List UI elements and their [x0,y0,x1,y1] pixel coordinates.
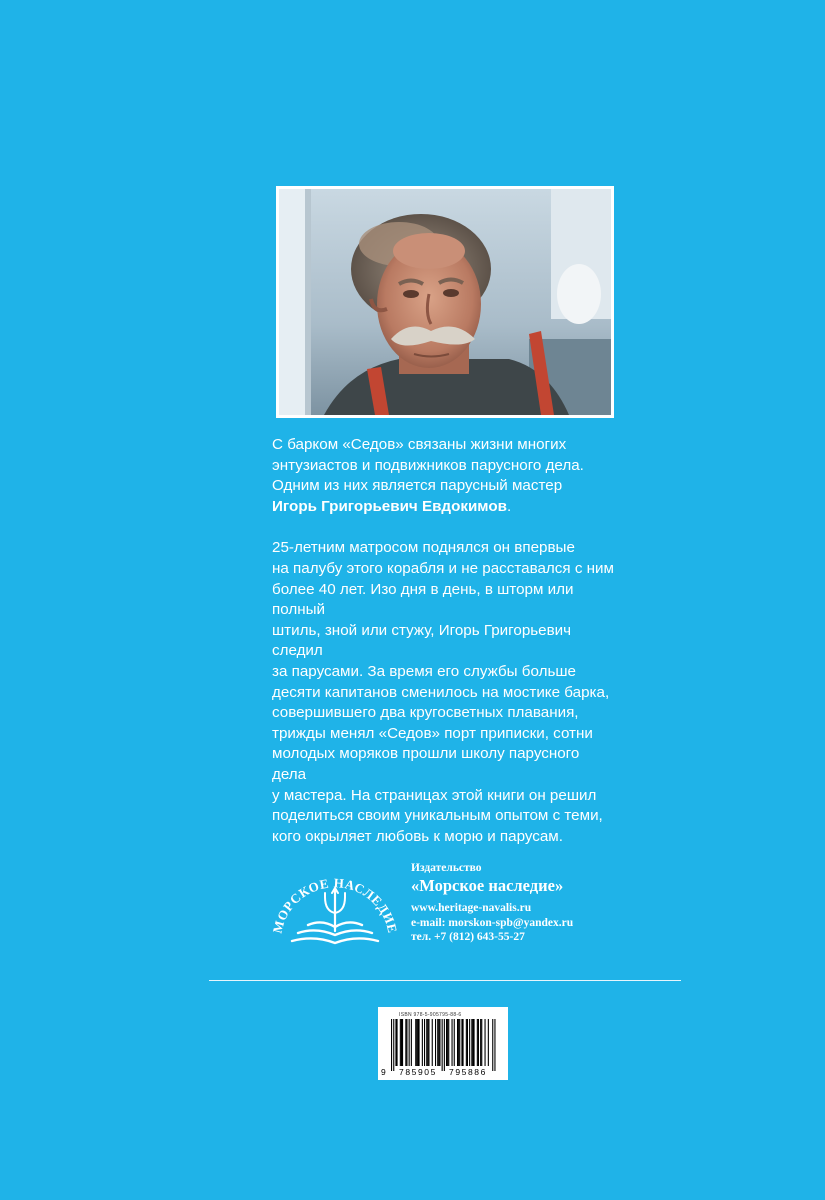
logo-arc-text: МОРСКОЕ НАСЛЕДИЕ [269,875,401,935]
barcode-bar [406,1019,407,1066]
barcode-bar [411,1019,412,1066]
barcode-bar [466,1019,467,1066]
barcode-digit-group-1: 785905 [399,1067,437,1077]
barcode-bar [435,1019,436,1066]
barcode-bar [488,1019,489,1066]
blurb-line: на палубу этого корабля и не расставался с ним [272,559,614,577]
barcode-bar [492,1019,493,1071]
blurb-paragraph-2 [272,538,617,847]
barcode-bar [393,1019,394,1071]
blurb-line: энтузиастов и подвижников парусного дела. [272,456,584,474]
barcode-bar [494,1019,495,1071]
barcode-bar [397,1019,398,1066]
barcode-bar [442,1019,443,1071]
barcode-bar [485,1019,486,1066]
barcode-bar [446,1019,447,1066]
barcode-digit-first: 9 [381,1067,386,1077]
barcode-bar [405,1019,406,1066]
blurb-line: за парусами. За время его службы больше [272,662,577,680]
barcode-bar [427,1019,428,1066]
publisher-logo [268,853,402,953]
blurb-line: штиль, зной или стужу, Игорь Григорьевич следил [272,621,572,660]
barcode-bar [454,1019,455,1066]
barcode-bar [439,1019,440,1066]
barcode-bar [459,1019,460,1066]
blurb-line: трижды менял «Седов» порт приписки, сотни [272,724,593,742]
publisher-info [411,861,573,945]
blurb-line: у мастера. На страницах этой книги он решил [272,786,597,804]
barcode-bar [474,1019,475,1066]
barcode-bar [481,1019,482,1066]
barcode-bar [467,1019,468,1066]
barcode-bar [424,1019,425,1066]
blurb-line: Одним из них является парусный мастер [272,477,563,495]
barcode-bar [469,1019,470,1066]
barcode-bar [415,1019,416,1066]
barcode-bar [480,1019,481,1066]
back-cover-blurb [272,435,617,847]
blurb-line: С барком «Седов» связаны жизни многих [272,436,567,453]
blurb-line: более 40 лет. Изо дня в день, в шторм или полный [272,580,574,619]
barcode-bar [452,1019,453,1066]
barcode-bar [402,1019,403,1066]
barcode-bar [391,1019,392,1071]
barcode-bar [457,1019,458,1066]
barcode-bar [472,1019,473,1066]
barcode-bar [426,1019,427,1066]
publisher-name: «Морское наследие» [411,876,564,895]
barcode-bar [400,1019,401,1066]
cover-photo-frame [276,186,614,418]
isbn-text: ISBN 978-5-905795-88-6 [399,1012,462,1018]
author-name: Игорь Григорьевич Евдокимов [272,497,507,515]
barcode-bar [461,1019,462,1066]
barcode-bar [448,1019,449,1066]
barcode-bar [477,1019,478,1066]
barcode-bar [444,1019,445,1071]
author-portrait-photo [279,189,611,415]
barcode-bar [401,1019,402,1066]
blurb-line: совершившего два кругосветных плавания, [272,704,579,722]
publisher-phone: тел. +7 (812) 643-55-27 [411,931,525,943]
publisher-website: www.heritage-navalis.ru [411,902,532,914]
barcode-bar [437,1019,438,1066]
barcode-bar [422,1019,423,1066]
barcode-bar [419,1019,420,1066]
barcode-bar [432,1019,433,1066]
divider-line [209,980,681,981]
barcode-bar [478,1019,479,1066]
publisher-label: Издательство [411,862,482,874]
blurb-period: . [506,497,512,515]
barcode-bar [471,1019,472,1066]
blurb-line: десяти капитанов сменилось на мостике барка, [272,683,610,701]
barcode-bar [463,1019,464,1066]
blurb-line: 25-летним матросом поднялся он впервые [272,539,575,557]
barcode-bar [395,1019,396,1066]
blurb-line: кого окрыляет любовь к морю и парусам. [272,827,563,845]
barcode-digits [379,1067,509,1079]
barcode-bar [458,1019,459,1066]
barcode-bar [428,1019,429,1066]
isbn-barcode [378,1007,508,1080]
barcode-bar [447,1019,448,1066]
publisher-email: e-mail: morskon-spb@yandex.ru [411,916,574,929]
blurb-paragraph-1 [272,435,617,517]
barcode-bar [416,1019,417,1066]
barcode-bar [438,1019,439,1066]
barcode-bar [409,1019,410,1066]
barcode-digit-group-2: 795886 [449,1067,487,1077]
barcode-bar [417,1019,418,1066]
blurb-line: поделиться своим уникальным опытом с теми, [272,807,603,825]
blurb-line: молодых моряков прошли школу парусного дела [272,745,580,783]
